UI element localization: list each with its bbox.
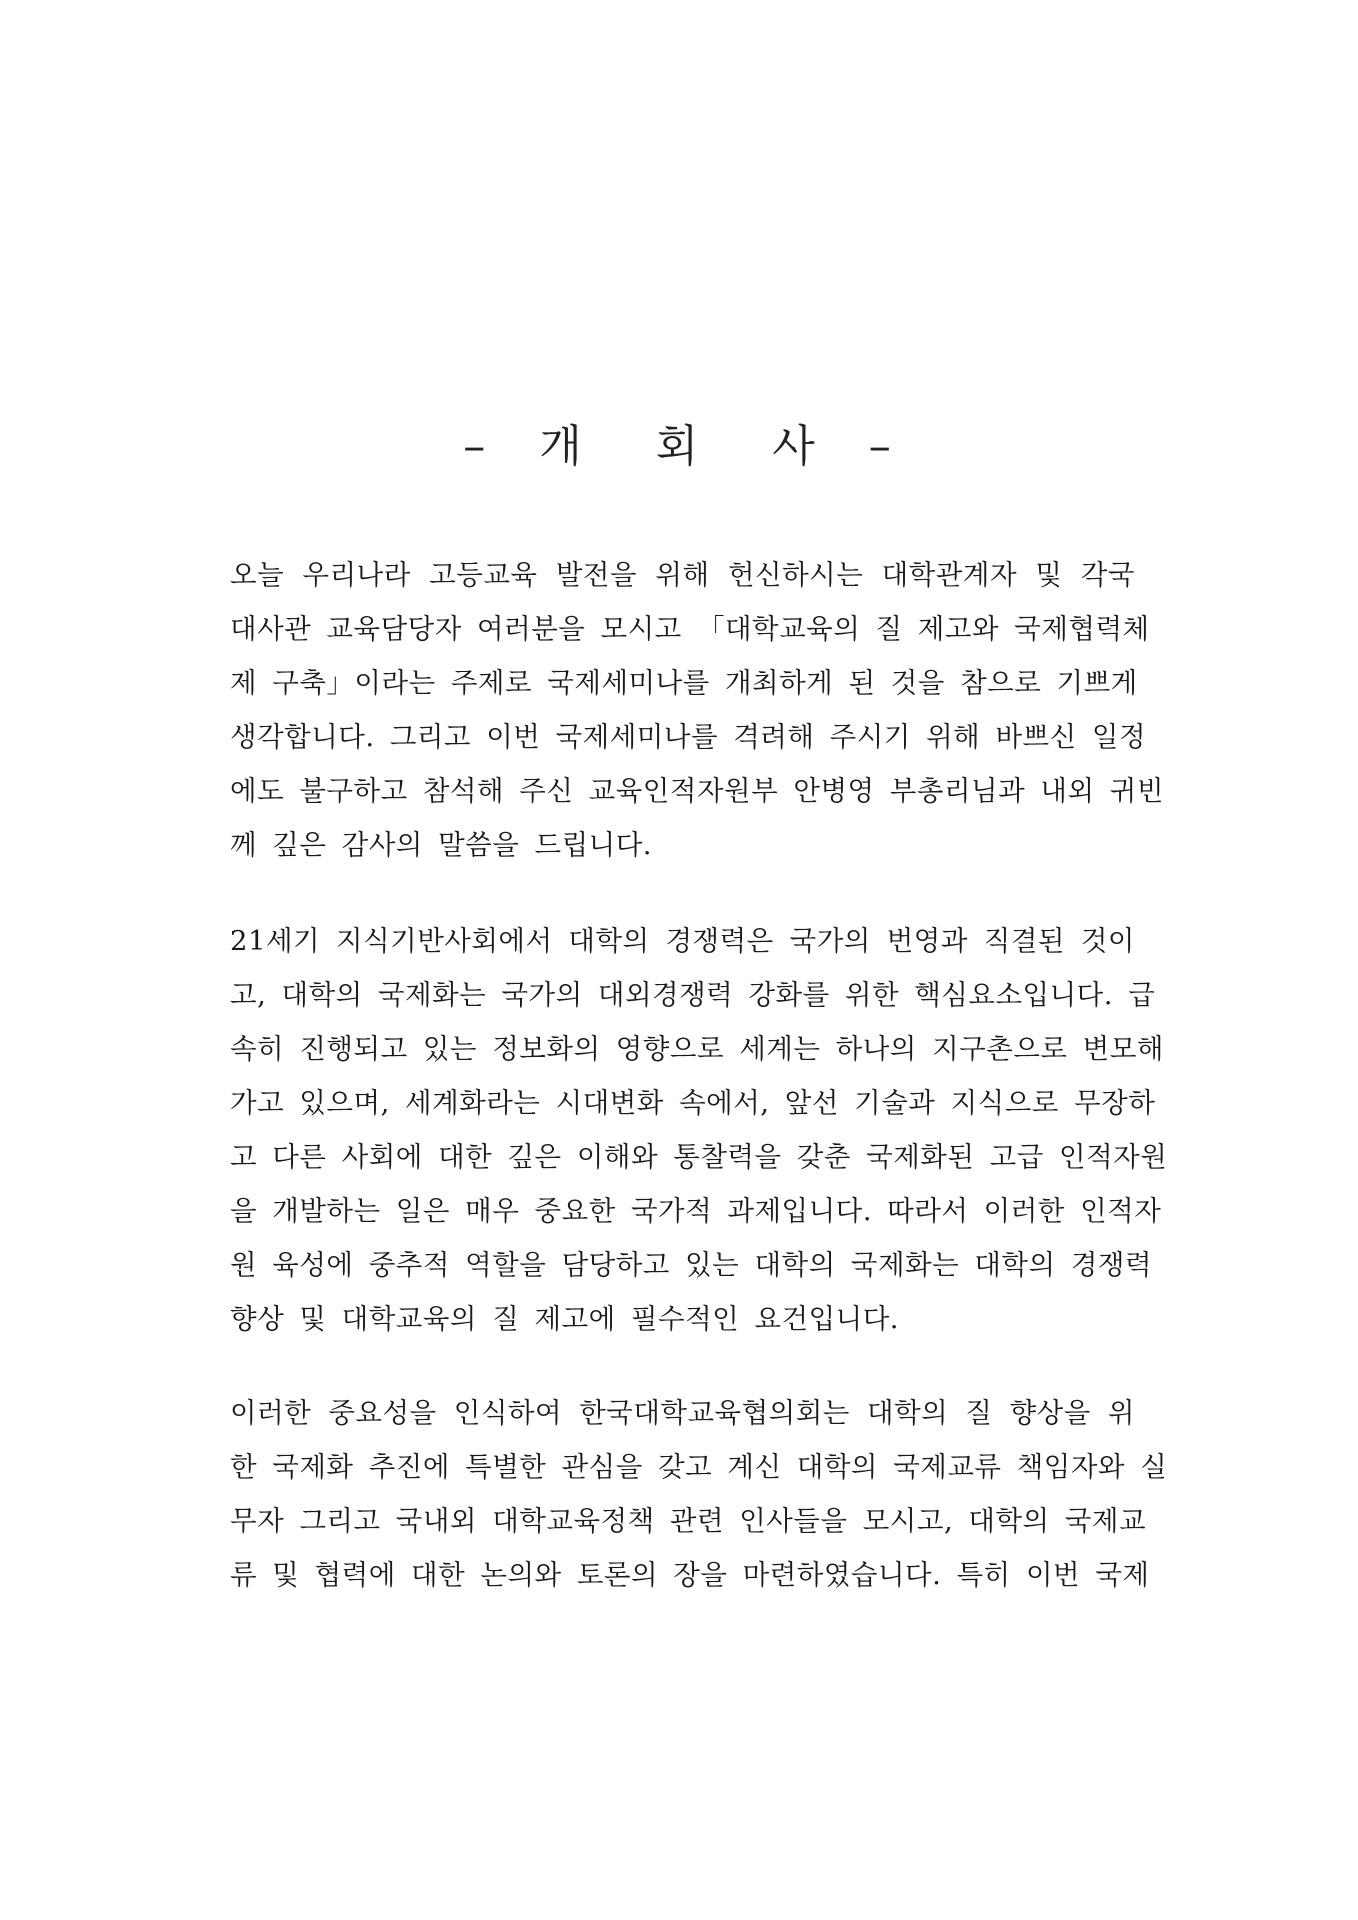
- paragraph-line: 가고 있으며, 세계화라는 시대변화 속에서, 앞선 기술과 지식으로 무장하: [230, 1087, 1156, 1119]
- paragraph-line: 21세기 지식기반사회에서 대학의 경쟁력은 국가의 번영과 직결된 것이: [230, 925, 1135, 957]
- paragraph-line: 생각합니다. 그리고 이번 국제세미나를 격려해 주시기 위해 바쁘신 일정: [230, 721, 1147, 753]
- paragraph-line: 고 다른 사회에 대한 깊은 이해와 통찰력을 갖춘 국제화된 고급 인적자원: [230, 1141, 1168, 1173]
- paragraph-line: 을 개발하는 일은 매우 중요한 국가적 과제입니다. 따라서 이러한 인적자: [230, 1195, 1162, 1227]
- paragraph-line: 제 구축」이라는 주제로 국제세미나를 개최하게 된 것을 참으로 기쁘게: [230, 667, 1138, 699]
- paragraph-line: 이러한 중요성을 인식하여 한국대학교육협의회는 대학의 질 향상을 위: [230, 1397, 1135, 1429]
- page-title: [0, 410, 1358, 474]
- paragraph-line: 무자 그리고 국내외 대학교육정책 관련 인사들을 모시고, 대학의 국제교: [230, 1505, 1147, 1537]
- paragraph-1: [230, 548, 1164, 872]
- title-char: 사: [772, 421, 819, 472]
- paragraph-line: 대사관 교육담당자 여러분을 모시고 「대학교육의 질 제고와 국제협력체: [230, 613, 1150, 645]
- paragraph-line: 고, 대학의 국제화는 국가의 대외경쟁력 강화를 위한 핵심요소입니다. 급: [230, 979, 1156, 1011]
- title-dash-right: –: [868, 421, 895, 472]
- paragraph-line: 께 깊은 감사의 말씀을 드립니다.: [230, 829, 653, 861]
- title-char: 회: [655, 421, 703, 472]
- paragraph-line: 원 육성에 중추적 역할을 담당하고 있는 대학의 국제화는 대학의 경쟁력: [230, 1249, 1153, 1281]
- paragraph-line: 한 국제화 추진에 특별한 관심을 갖고 계신 대학의 국제교류 책임자와 실: [230, 1451, 1168, 1483]
- paragraph-line: 에도 불구하고 참석해 주신 교육인적자원부 안병영 부총리님과 내외 귀빈: [230, 775, 1164, 807]
- paragraph-3: [230, 1386, 1168, 1602]
- title-char: 개: [539, 421, 586, 472]
- paragraph-2: [230, 914, 1168, 1346]
- paragraph-line: 속히 진행되고 있는 정보화의 영향으로 세계는 하나의 지구촌으로 변모해: [230, 1033, 1164, 1065]
- paragraph-line: 류 및 협력에 대한 논의와 토론의 장을 마련하였습니다. 특히 이번 국제: [230, 1559, 1150, 1591]
- paragraph-line: 향상 및 대학교육의 질 제고에 필수적인 요건입니다.: [230, 1303, 900, 1335]
- paragraph-line: 오늘 우리나라 고등교육 발전을 위해 헌신하시는 대학관계자 및 각국: [230, 559, 1135, 591]
- title-dash-left: –: [463, 421, 490, 472]
